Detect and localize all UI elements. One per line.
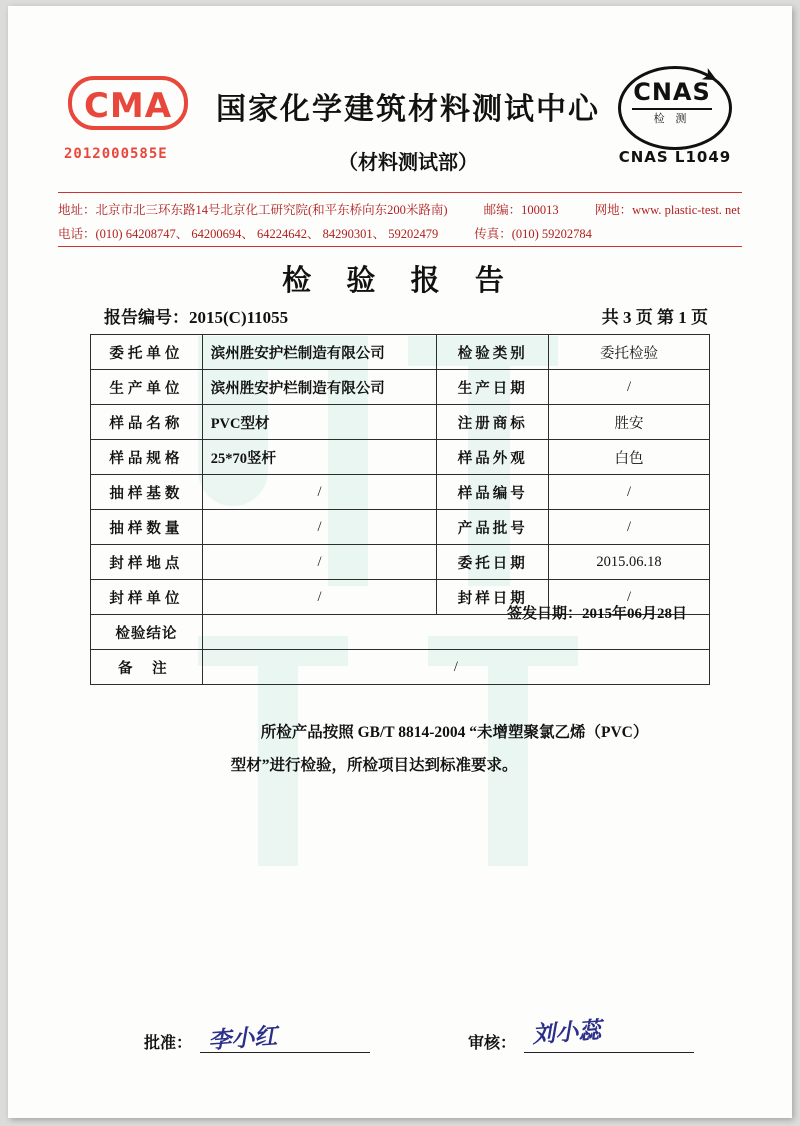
- report-number: [104, 303, 288, 328]
- row-label-left: 抽样数量: [91, 510, 203, 545]
- row-label-left: 样品名称: [91, 405, 203, 440]
- row-label-right: 生产日期: [437, 370, 549, 405]
- row-value-left: /: [202, 580, 437, 615]
- contact-address-line: [58, 200, 742, 218]
- row-label-left: 封样单位: [91, 580, 203, 615]
- postcode-label: 邮编：: [483, 203, 522, 217]
- conclusion-row: [91, 615, 710, 650]
- postcode-value: 100013: [521, 203, 559, 217]
- row-label-right: 样品编号: [437, 475, 549, 510]
- row-label-left: 委托单位: [91, 335, 203, 370]
- table-row: [91, 335, 710, 370]
- cnas-logo-cn: 检 测: [653, 113, 691, 125]
- cnas-accreditation-id: CNAS L1049: [618, 148, 732, 166]
- row-value-right: /: [549, 370, 710, 405]
- row-label-right: 委托日期: [437, 545, 549, 580]
- row-value-left: /: [202, 510, 437, 545]
- table-row: [91, 440, 710, 475]
- phone-label: 电话：: [58, 227, 96, 241]
- row-label-left: 生产单位: [91, 370, 203, 405]
- signature-row: [90, 1018, 710, 1074]
- approve-label: 批准：: [144, 1035, 193, 1052]
- row-value-right: /: [549, 475, 710, 510]
- row-value-left: /: [202, 475, 437, 510]
- fax-value: (010) 59202784: [511, 227, 592, 241]
- row-label-right: 样品外观: [437, 440, 549, 475]
- row-value-right: /: [549, 510, 710, 545]
- report-number-value: 2015(C)11055: [189, 308, 289, 327]
- row-label-right: 封样日期: [437, 580, 549, 615]
- row-label-left: 封样地点: [91, 545, 203, 580]
- row-label-right: 注册商标: [437, 405, 549, 440]
- row-label-left: 抽样基数: [91, 475, 203, 510]
- web-label: 网地：: [594, 203, 633, 217]
- row-label-right: 检验类别: [437, 335, 549, 370]
- conclusion-line-2: 型材”进行检验，所检项目达到标准要求。: [230, 756, 518, 774]
- conclusion-line-1: 所检产品按照 GB/T 8814-2004 “未增塑聚氯乙烯（PVC）: [260, 724, 649, 741]
- row-label-left: 样品规格: [91, 440, 203, 475]
- row-value-right: 2015.06.18: [549, 545, 710, 580]
- remark-label: 备 注: [91, 650, 203, 685]
- row-value-left: PVC型材: [202, 405, 437, 440]
- row-value-left: 25*70竖杆: [202, 440, 437, 475]
- review-signature-line: [524, 1052, 694, 1053]
- conclusion-body: [202, 606, 709, 774]
- cnas-logo-text: CNAS: [633, 78, 711, 106]
- row-value-right: 胜安: [549, 405, 710, 440]
- row-value-left: 滨州胜安护栏制造有限公司: [202, 335, 437, 370]
- table-row: [91, 545, 710, 580]
- conclusion-label: 检验结论: [91, 615, 203, 650]
- cma-logo-icon: CMA: [68, 76, 188, 130]
- report-table: [90, 334, 710, 774]
- fax-label: 传真：: [474, 227, 512, 241]
- document-header: [8, 6, 792, 186]
- remark-value: /: [202, 650, 709, 685]
- row-value-right: 委托检验: [549, 335, 710, 370]
- cma-number: 2012000585E: [64, 146, 168, 162]
- table-row: [91, 405, 710, 440]
- report-number-label: 报告编号：: [104, 308, 189, 327]
- divider-bottom: [58, 246, 742, 247]
- row-value-left: /: [202, 545, 437, 580]
- cnas-logo-icon: ➤ CNAS 检 测 CNAS L1049: [610, 66, 740, 166]
- table-row: [91, 370, 710, 405]
- issue-date: 签发日期：2015年06月28日: [506, 606, 687, 622]
- document-page: [8, 6, 792, 1118]
- row-value-left: 滨州胜安护栏制造有限公司: [202, 370, 437, 405]
- row-value-right: /: [549, 580, 710, 615]
- table-row: [91, 475, 710, 510]
- conclusion-text: [231, 717, 691, 782]
- address-value: 北京市北三环东路14号北京化工研究院(和平东桥向东200米路南): [95, 203, 448, 217]
- address-label: 地址：: [58, 203, 96, 217]
- divider-top: [58, 192, 742, 193]
- review-label: 审核：: [468, 1035, 517, 1052]
- phone-value: (010) 64208747、 64200694、 64224642、 84290301、 59202479: [95, 227, 439, 241]
- approve-signature: 李小红: [207, 1023, 278, 1054]
- organization-title: 国家化学建筑材料测试中心: [216, 93, 600, 126]
- remark-row: [91, 650, 710, 685]
- table-row: [91, 510, 710, 545]
- organization-subtitle: （材料测试部）: [338, 152, 478, 174]
- contact-phone-line: [58, 224, 742, 242]
- web-value: www. plastic-test. net: [632, 203, 741, 217]
- row-label-right: 产品批号: [437, 510, 549, 545]
- review-signature: 刘小蕊: [531, 1017, 602, 1048]
- row-value-right: 白色: [549, 440, 710, 475]
- page-count: 共 3 页 第 1 页: [601, 308, 708, 327]
- page-title: 检 验 报 告: [282, 265, 518, 297]
